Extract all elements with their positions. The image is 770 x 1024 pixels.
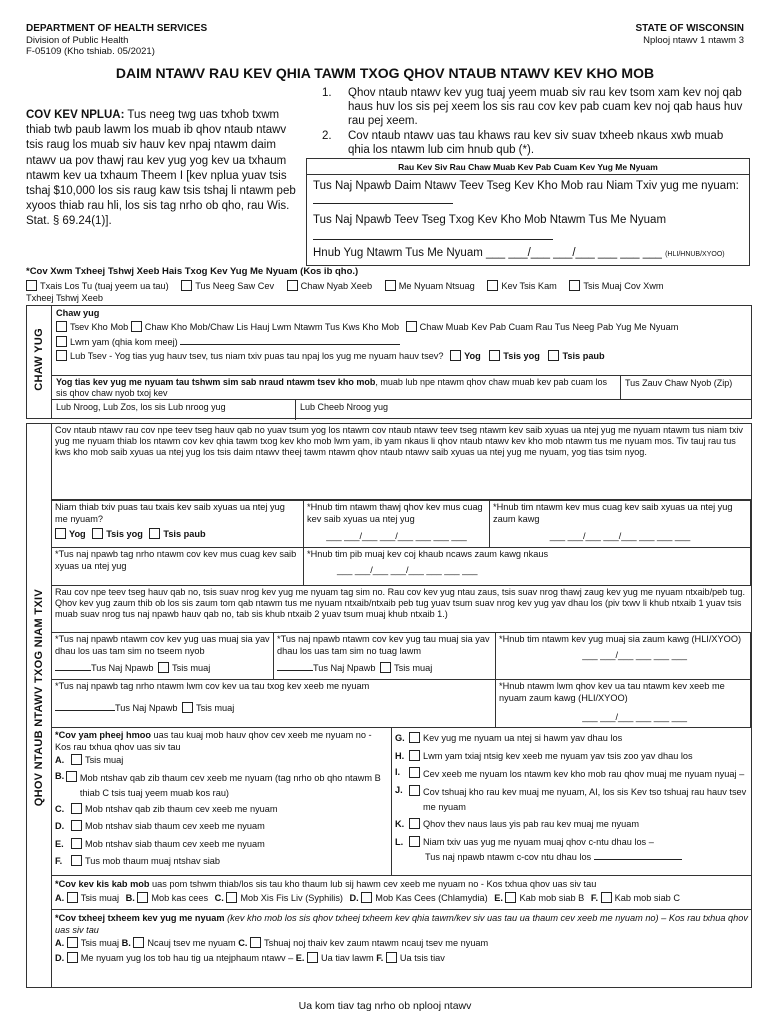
department-name: DEPARTMENT OF HEALTH SERVICES — [26, 23, 208, 34]
obstetric-item[interactable]: E. Ua tiav lawm — [295, 953, 374, 963]
obstetric-item[interactable]: F. Ua tsis tiav — [376, 953, 445, 963]
checkbox[interactable] — [226, 892, 237, 903]
risk-item[interactable]: L. Niam txiv uas yug me nyuam muaj qhov c-ntu dhau los – — [395, 836, 654, 847]
mother-file-label: Tus Naj Npawb Daim Ntawv Teev Tseg Kev Kho Mob rau Niam Txiv yug me nyuam: — [313, 179, 743, 208]
risk-factors-left — [52, 728, 392, 875]
home-birth-row: Lub Tsev - Yog tias yug hauv tsev, tus niam txiv puas tau npaj los yug me nyuam hauv tsev? Yog Tsis yog Tsis paub — [56, 350, 747, 362]
checkbox[interactable] — [601, 892, 612, 903]
births-table — [51, 632, 751, 728]
special-option-none[interactable]: Tsis Muaj Cov Xwm — [569, 281, 663, 291]
checkbox[interactable] — [361, 892, 372, 903]
special-options — [26, 280, 756, 304]
birthplace-section-tab — [26, 305, 52, 419]
facility-birth-center[interactable]: Chaw Muab Kev Pab Cuam Rau Tus Neeg Pab Yug Me Nyuam — [402, 322, 679, 332]
obstetric-item[interactable]: C. Tshuaj noj thaiv kev zaum ntawm ncauj tsev me nyuam — [238, 938, 489, 948]
risk-item[interactable]: G. Kev yug me nyuam ua ntej si hawm yav dhau los — [395, 733, 623, 743]
last-menses-cell[interactable]: *Hnub tim pib muaj kev coj khaub ncaws zaum kawg nkaus ___ ___/___ ___/___ ___ ___ ___ — [304, 548, 751, 586]
infection-item[interactable]: A. Tsis muaj — [55, 893, 120, 903]
obstetric-row-2 — [55, 952, 748, 964]
county-field[interactable]: Lub Cheeb Nroog yug — [300, 402, 389, 412]
last-live-birth-cell[interactable]: *Hnub tim ntawm kev yug muaj sia zaum kawg (HLI/XYOO) ___ ___/___ ___ ___ ___ — [496, 633, 751, 680]
form-id: F-05109 (Kho tshiab. 05/2021) — [26, 46, 155, 57]
obstetric-item[interactable]: B. Ncauj tsev me nyuam — [121, 938, 236, 948]
checkbox[interactable] — [71, 820, 82, 831]
checkbox[interactable] — [71, 838, 82, 849]
checkbox[interactable] — [287, 280, 298, 291]
birthdate-row: Hnub Yug Ntawm Tus Me Nyuam ___ ___/___ ___/___ ___ ___ ___ (HLI/HNUB/XYOO) — [313, 247, 725, 259]
infections — [52, 876, 751, 910]
checkbox[interactable] — [250, 937, 261, 948]
cesarean-count[interactable]: Tus naj npawb ntawm c-cov ntu dhau los — [395, 850, 748, 864]
parent-section-label: QHOV NTAUB NTAWV TXOG NIAM TXIV — [33, 589, 45, 807]
note-1: 1. Qhov ntaub ntawv kev yug tuaj yeem muab siv rau kev tsom xam kev noj qab haus huv los sis pej xeem los sis rau cov kev pab cuam kev noj qab haus huv rau pej xeem. — [322, 87, 743, 127]
first-visit-cell[interactable]: *Hnub tim ntawm thawj qhov kev mus cuag kev saib xyuas ua ntej yug ___ ___/___ ___/___ ___ ___ ___ — [304, 501, 490, 548]
special-option-orphan[interactable]: Me Nyuam Ntsuag — [385, 281, 475, 291]
footer-note: Ua kom tiav tag nrho ob nplooj ntawv — [298, 1000, 472, 1012]
penalty-notice — [26, 108, 302, 230]
home-birth-checkbox[interactable] — [56, 350, 67, 361]
checkbox[interactable] — [487, 280, 498, 291]
checkbox[interactable] — [158, 662, 169, 673]
checkbox[interactable] — [67, 892, 78, 903]
birthplace-subheading: Chaw yug — [56, 308, 100, 318]
risk-item[interactable]: A. Tsis muaj — [55, 755, 124, 765]
prenatal-table — [51, 500, 751, 586]
risk-item[interactable]: J. Cov tshuaj kho rau kev muaj me nyuam, AI, los sis Kev tso tshuaj rau hauv tsev me nyuam — [395, 785, 747, 812]
home-unknown-checkbox[interactable] — [548, 350, 559, 361]
special-option-surrogate[interactable]: Tus Neeg Saw Cev — [181, 281, 274, 291]
births-instructions: Rau cov npe teev tseg hauv qab no, tsis suav nrog kev yug me nyuam tag sim no. Rau cov kev yug ntau zaus, tsis suav nrog thawj zaug kev yug me nyuam ntxaib/peb tug. Qhov kev yug zaum thib ob los sis zaum tom qab ntawm tus me nyuam ntxaib/ntxaib peb tug yuav tsum suav nrog kev yug yav dhau los (piv txwv li khub ntxaib 1 yuav tsis muab suav nrog tus naj npawb hauv qab no, tab sis khub ntxaib 2 yuav tsum muaj khub ntxaib 1.) — [55, 587, 745, 619]
office-use-box — [306, 158, 750, 266]
checkbox[interactable] — [409, 732, 420, 743]
checkbox[interactable] — [67, 937, 78, 948]
checkbox[interactable] — [385, 280, 396, 291]
infection-item[interactable]: D. Mob Kas Cees (Chlamydia) — [349, 893, 488, 903]
last-other-outcome-cell[interactable]: *Hnub ntawm lwm qhov kev ua tau ntawm kev xeeb me nyuam zaum kawg (HLI/XYOO) ___ ___/___ ___ ___ ___ — [496, 680, 751, 728]
parent-section-tab — [26, 423, 52, 988]
blank-line-input[interactable] — [55, 661, 91, 671]
special-option-refusal[interactable]: Kev Tsis Kam — [487, 281, 556, 291]
home-no-checkbox[interactable] — [489, 350, 500, 361]
checkbox[interactable] — [26, 280, 37, 291]
checkbox[interactable] — [67, 952, 78, 963]
checkbox[interactable] — [182, 702, 193, 713]
special-option-foster[interactable]: Txais Los Tu (tuaj yeem ua tau) — [26, 281, 169, 291]
birthdate-input[interactable]: ___ ___/___ ___/___ ___ ___ ___ — [486, 247, 662, 259]
note-2: 2. Cov ntaub ntawv uas tau khaws rau kev siv suav txheeb nkaus xwb muab qhia los ntawm lub cim hnub qub (*). — [322, 130, 724, 156]
child-file-label: Tus Naj Npawb Teev Tseg Txog Kev Kho Mob Ntawm Tus Me Nyuam — [313, 214, 667, 226]
prenatal-yes-checkbox[interactable] — [55, 528, 66, 539]
obstetric-procedures — [52, 910, 751, 966]
prenatal-care-cell: Niam thiab txiv puas tau txais kev saib xyuas ua ntej yug me nyuam? Yog Tsis yog Tsis paub — [52, 501, 304, 548]
obstetric-item[interactable]: A. Tsis muaj — [55, 938, 120, 948]
risk-item[interactable]: F. Tus mob thaum muaj ntshav siab — [55, 856, 220, 866]
checkbox[interactable] — [380, 662, 391, 673]
risk-item[interactable]: H. Lwm yam txiaj ntsig kev xeeb me nyuam yav tsis zoo yav dhau los — [395, 750, 693, 761]
checkbox[interactable] — [406, 321, 417, 332]
penalty-lead: COV KEV NPLUA: — [26, 109, 125, 121]
checkbox[interactable] — [409, 836, 420, 847]
checkbox[interactable] — [133, 937, 144, 948]
parent-section — [52, 423, 752, 988]
checkbox[interactable] — [409, 785, 420, 796]
checkbox[interactable] — [181, 280, 192, 291]
checkbox[interactable] — [307, 952, 318, 963]
checkbox[interactable] — [409, 750, 420, 761]
special-option-none-tail: Txheej Tshwj Xeeb — [26, 293, 103, 303]
infection-item[interactable]: E. Kab mob siab B — [494, 893, 585, 903]
last-visit-cell[interactable]: *Hnub tim ntawm kev mus cuag kev saib xyuas ua ntej yug zaum kawg ___ ___/___ ___/___ ___ ___ ___ — [490, 501, 751, 548]
risk-item[interactable]: C. Mob ntshav qab zib thaum cev xeeb me nyuam — [55, 803, 278, 814]
checkbox[interactable] — [56, 336, 67, 347]
prenatal-instructions: Cov ntaub ntawv rau cov npe teev tseg hauv qab no yuav tsum yog los ntawm cov ntaub ntawv teev tseg ntawm kev saib xyuas ua ntej yug me nyuam ntawm tus niam txiv yug me nyuam thiab los ntawm cov kev qhia tawm txog kev kho mob lwm yam, ib yam nkaus li qhov ntaub ntawv kev kho mob ntawm tus me nyuam mos. Tiv tauj rau tus kws kho mob saib xyuas ua ntej yug los tsis daim ntawv theej tawm ntawm qhov ntaub ntawv saib xyuas ua ntej yug me nyuam, yog tias tsim nyog. — [52, 424, 751, 500]
mother-file-input[interactable] — [313, 194, 453, 204]
intro-notes — [322, 86, 746, 157]
risk-factors — [52, 728, 751, 876]
blank-line-input[interactable] — [180, 335, 400, 345]
infection-item[interactable]: F. Kab mob siab C — [590, 893, 680, 903]
infection-item[interactable]: C. Mob Xis Fis Liv (Syphilis) — [214, 893, 343, 903]
other-outcomes-cell[interactable]: *Tus naj npawb tag nrho ntawm lwm cov kev ua tau txog kev xeeb me nyuam Tus Naj Npawb Tsis muaj — [52, 680, 496, 728]
child-file-input[interactable] — [313, 230, 553, 240]
checkbox[interactable] — [131, 321, 142, 332]
home-yes-checkbox[interactable] — [450, 350, 461, 361]
division-name: Division of Public Health — [26, 35, 129, 46]
risk-item[interactable]: I. Cev xeeb me nyuam los ntawm kev kho mob rau qhov muaj me nyuam nyuaj – — [395, 767, 745, 779]
risk-item[interactable]: B. Mob ntshav qab zib thaum cev xeeb me nyuam (tag nrho ob qho ntawm B thiab C tsis tuaj yeem muab kos rau) — [55, 770, 381, 798]
city-field[interactable]: Lub Nroog, Lub Zos, los sis Lub nroog yug — [52, 400, 296, 420]
page-number: Nplooj ntawv 1 ntawm 3 — [643, 35, 744, 46]
facility-hospital[interactable]: Tsev Kho Mob — [56, 322, 128, 332]
state-name: STATE OF WISCONSIN — [635, 23, 744, 34]
obstetric-row-1 — [55, 937, 748, 949]
zip-field[interactable]: Tus Zauv Chaw Nyob (Zip) — [621, 376, 751, 400]
birthplace-section — [52, 305, 752, 419]
blank-line-input[interactable] — [277, 661, 313, 671]
live-dead-cell[interactable]: *Tus naj npawb ntawm cov kev yug tau muaj sia yav dhau los uas tam sim no tuag lawm Tus Naj Npawb Tsis muaj — [274, 633, 496, 680]
birthplace-section-label: CHAW YUG — [33, 328, 45, 391]
checkbox[interactable] — [66, 771, 77, 782]
facility-name-field[interactable]: Yog tias kev yug me nyuam tau tshwm sim sab nraud ntawm tsev kho mob, muab lub npe ntawm qhov chaw muab kev pab cuam los sis qhov chaw nyob txoj kev — [52, 376, 621, 400]
infection-item[interactable]: B. Mob kas cees — [125, 893, 209, 903]
facility-clinic[interactable]: Chaw Kho Mob/Chaw Lis Hauj Lwm Ntawm Tus Kws Kho Mob — [131, 322, 399, 332]
risk-item[interactable]: K. Qhov thev naus laus yis pab rau kev muaj me nyuam — [395, 819, 640, 829]
prenatal-no-checkbox[interactable] — [92, 528, 103, 539]
special-heading: *Cov Xwm Txheej Tshwj Xeeb Hais Txog Kev Yug Me Nyuam (Kos ib qho.) — [26, 266, 359, 277]
obstetric-heading: *Cov txheej txheem kev yug me nyuam (kev kho mob los sis qhov txheej txheem kev qhia tawm/kev siv uas tau ua thaum cev xeeb me nyuam no) – Kos rau txhua qhov uas siv tau — [55, 913, 748, 935]
office-use-heading: Rau Kev Siv Rau Chaw Muab Kev Pab Cuam Kev Yug Me Nyuam — [307, 159, 749, 175]
checkbox[interactable] — [56, 321, 67, 332]
form-title: DAIM NTAWV RAU KEV QHIA TAWM TXOG QHOV NTAUB NTAWV KEV KHO MOB — [115, 65, 655, 81]
risk-factors-right — [392, 728, 751, 875]
risk-item[interactable]: D. Mob ntshav siab thaum cev xeeb me nyuam — [55, 821, 265, 831]
checkbox[interactable] — [71, 754, 82, 765]
visits-total-cell[interactable]: *Tus naj npawb tag nrho ntawm cov kev mus cuag kev saib xyuas ua ntej yug — [52, 548, 304, 586]
blank-line-input[interactable] — [594, 850, 682, 860]
checkbox[interactable] — [71, 855, 82, 866]
obstetric-item[interactable]: D. Me nyuam yug los tob hau tig ua ntejphaum ntawv – — [55, 953, 294, 963]
infections-options — [55, 892, 748, 904]
checkbox[interactable] — [409, 818, 420, 829]
checkbox[interactable] — [137, 892, 148, 903]
live-now-cell[interactable]: *Tus naj npawb ntawm cov kev yug uas muaj sia yav dhau los uas tam sim no tseem nyob Tus Naj Npawb Tsis muaj — [52, 633, 274, 680]
facility-other[interactable]: Lwm yam (qhia kom meej) — [56, 335, 747, 348]
checkbox[interactable] — [386, 952, 397, 963]
risk-heading: *Cov yam pheej hmoo uas tau kuaj mob hauv qhov cev xeeb me nyuam no - Kos rau txhua qhov uas siv tau — [55, 730, 372, 752]
checkbox[interactable] — [409, 767, 420, 778]
facility-type-row — [56, 321, 747, 333]
infections-heading: *Cov kev kis kab mob uas pom tshwm thiab/los sis tau kho thaum lub sij hawm cev xeeb me nyuam no - Kos txhua qhov uas siv tau — [55, 879, 597, 889]
checkbox[interactable] — [505, 892, 516, 903]
checkbox[interactable] — [569, 280, 580, 291]
blank-line-input[interactable] — [55, 701, 115, 711]
special-option-safe-haven[interactable]: Chaw Nyab Xeeb — [287, 281, 373, 291]
penalty-text: Tus neeg twg uas txhob txwm thiab twb paub lawm los muab ib qhov ntaub ntawv tsis raug los muab siv hauv kev npaj ntawm daim ntawv ua pov thawj rau kev yug yog kev ua txhaum ntawm kev ua txhaum Theem I [kev nplua yuav tsis tshaj $10,000 los sis raug kaw tsis tshaj li ntawm peb xyoos thiab rau hli, los sis tag nrho ob qho, rau Wis. Stat. § 69.24(1)]. — [26, 109, 296, 228]
risk-item[interactable]: E. Mob ntshav siab thaum cev xeeb me nyuam — [55, 838, 265, 849]
prenatal-unknown-checkbox[interactable] — [149, 528, 160, 539]
checkbox[interactable] — [71, 803, 82, 814]
